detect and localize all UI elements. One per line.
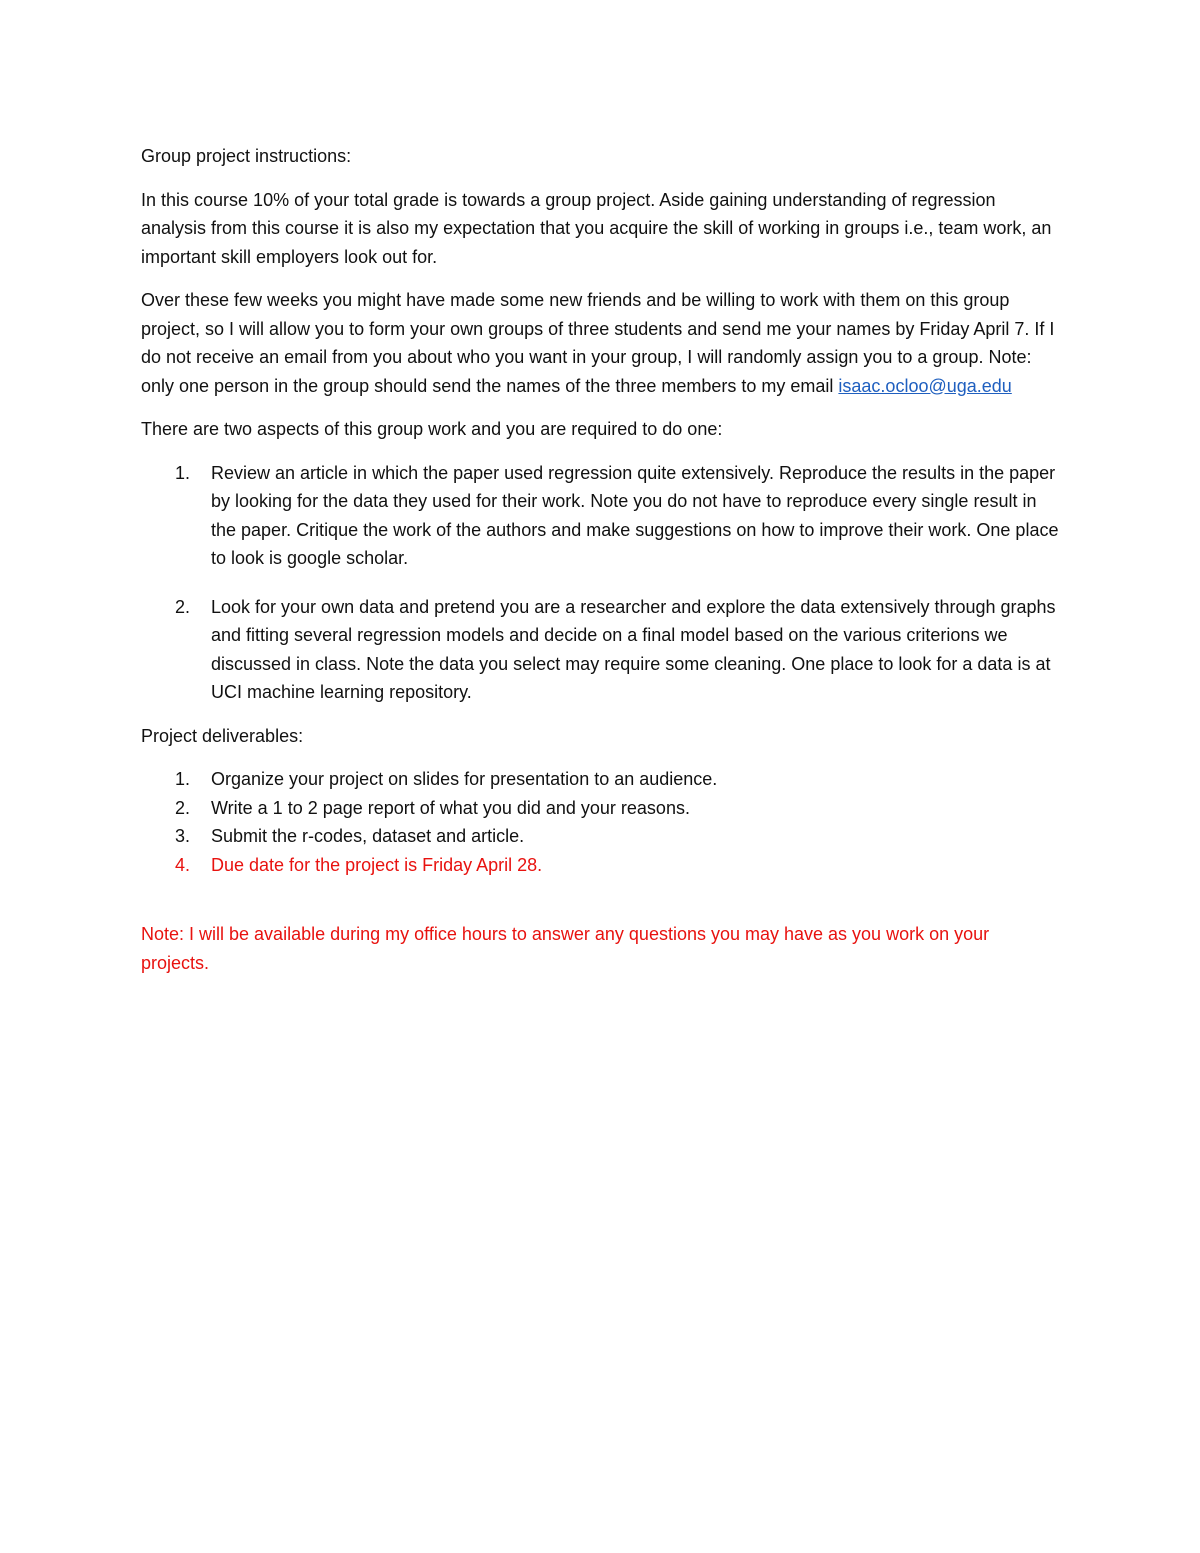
list-item [141, 822, 1061, 851]
deliverables-heading: Project deliverables: [141, 725, 304, 746]
aspects-intro: There are two aspects of this group work and you are required to do one: [141, 419, 723, 439]
list-item [141, 593, 1061, 707]
email-link[interactable]: isaac.ocloo@uga.edu [838, 375, 1012, 396]
office-hours-note: Note: I will be available during my office hours to answer any questions you may have as you work on your projects. [141, 924, 990, 973]
list-item-text: Review an article in which the paper used regression quite extensively. Reproduce the results in the paper by looking for the data they used for their work. Note you do not have to reproduce every single result in the paper. Critique the work of the authors and make suggestions on how to improve their work. One place to look is google scholar. [211, 462, 1059, 568]
list-item [141, 765, 1061, 794]
intro-paragraph: In this course 10% of your total grade is towards a group project. Aside gaining understanding of regression analysis from this course it is also my expectation that you acquire the skill of working in groups i.e., team work, an important skill employers look out for. [141, 189, 1052, 267]
list-item-text: Submit the r-codes, dataset and article. [211, 826, 525, 846]
list-item-text: Write a 1 to 2 page report of what you did and your reasons. [211, 797, 690, 818]
list-number: 3. [175, 826, 191, 846]
list-item-text: Look for your own data and pretend you are a researcher and explore the data extensively through graphs and fitting several regression models and decide on a final model based on the various criterions we discussed in class. Note the data you select may require some cleaning. One place to look for a data is at UCI machine learning repository. [211, 596, 1056, 702]
list-number: 2. [175, 797, 191, 818]
list-item [141, 459, 1061, 573]
deliverables-list [141, 765, 1061, 879]
page-heading: Group project instructions: [141, 146, 352, 166]
groups-paragraph [141, 286, 1061, 400]
list-number: 1. [175, 462, 191, 483]
list-item-text: Organize your project on slides for presentation to an audience. [211, 769, 718, 789]
due-date-text: Due date for the project is Friday April 28. [211, 854, 543, 875]
list-number: 2. [175, 596, 191, 617]
list-number: 1. [175, 769, 191, 789]
list-number: 4. [175, 854, 191, 875]
due-date-item [141, 851, 1061, 880]
groups-paragraph-text: Over these few weeks you might have made some new friends and be willing to work with them on this group project, so I will allow you to form your own groups of three students and send me your names by Friday April 7. If I do not receive an email from you about who you want in your group, I will randomly assign you to a group. Note: only one person in the group should send the names of the three members to my email [141, 290, 1055, 396]
list-item [141, 794, 1061, 823]
document-body [141, 142, 1061, 992]
aspects-list [141, 459, 1061, 707]
